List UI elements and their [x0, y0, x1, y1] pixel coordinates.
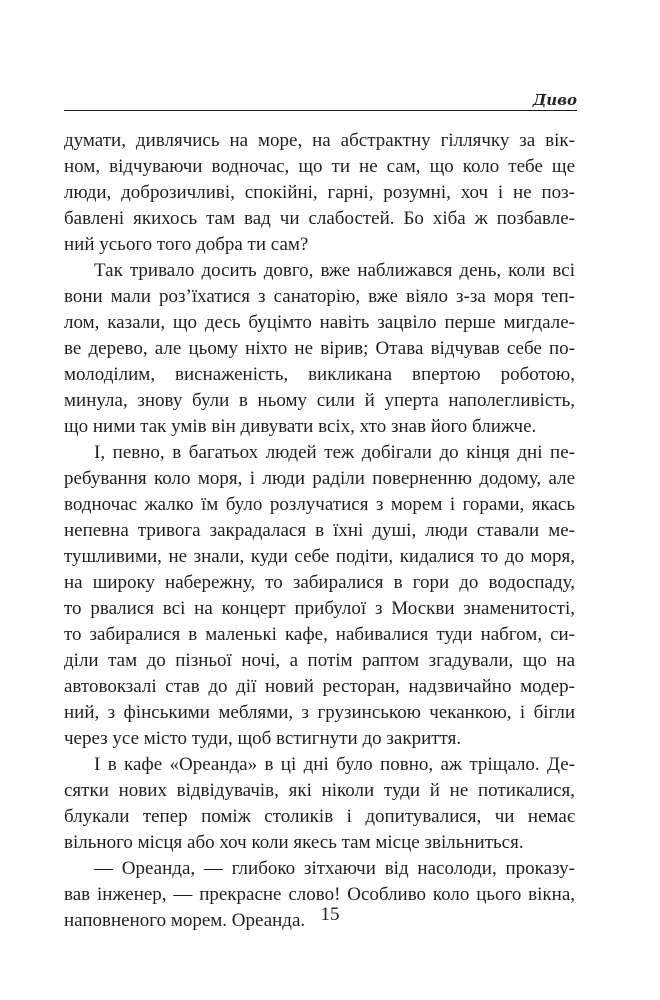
text-line: на широку набережну, то забиралися в гори до водоспаду,: [64, 572, 575, 593]
text-line: думати, дивлячись на море, на абстрактну гіллячку за вік-: [64, 130, 575, 151]
text-line: водночас жалко їм було розлучатися з морем і горами, якась: [64, 494, 575, 515]
text-line: наповненого морем. Ореанда.: [64, 910, 306, 931]
text-line: лом, казали, що десь буцімто навіть зацвіло перше мигдале-: [64, 312, 575, 333]
running-title: Диво: [532, 91, 577, 109]
paragraph-4: [64, 752, 575, 856]
text-line: І, певно, в багатьох людей теж добігали до кінця дні пе-: [94, 442, 575, 463]
text-line: ребування коло моря, і люди раділи поверненню додому, але: [64, 468, 575, 489]
text-line: то рвалися всі на концерт прибулої з Москви знаменитості,: [64, 598, 575, 619]
text-line: вав інженер, — прекрасне слово! Особливо коло цього вікна,: [64, 884, 575, 905]
text-line: непевна тривога закрадалася в їхні душі, люди ставали ме-: [64, 520, 575, 541]
text-line: молоділим, виснаженість, викликана впертою роботою,: [64, 364, 575, 385]
text-line: ве дерево, але цьому ніхто не вірив; Отава відчував себе по-: [64, 338, 575, 359]
text-line: через усе місто туди, щоб встигнути до закриття.: [64, 728, 462, 749]
body-text: [64, 128, 575, 934]
paragraph-1: [64, 128, 575, 258]
text-line: Так тривало досить довго, вже наближався день, коли всі: [94, 260, 575, 281]
text-line: вільного місця або хоч коли якесь там місце звільниться.: [64, 832, 524, 853]
text-line: люди, доброзичливі, спокійні, гарні, розумні, хоч і не поз-: [64, 182, 575, 203]
paragraph-3: [64, 440, 575, 752]
text-line: минула, знову були в ньому сили й уперта наполегливість,: [64, 390, 575, 411]
text-line: ний усього того добра ти сам?: [64, 234, 309, 255]
text-line: — Ореанда, — глибоко зітхаючи від насолоди, проказу-: [94, 858, 575, 879]
page-number: 15: [320, 904, 340, 925]
paragraph-2: [64, 258, 575, 440]
text-line: автовокзалі став до дії новий ресторан, надзвичайно модер-: [64, 676, 575, 697]
text-line: що ними так умів він дивувати всіх, хто знав його ближче.: [64, 416, 537, 437]
running-header: [64, 92, 577, 111]
text-line: вони мали роз’їхатися з санаторію, вже віяло з-за моря теп-: [64, 286, 575, 307]
text-line: тушливими, не знали, куди себе подіти, кидалися то до моря,: [64, 546, 575, 567]
text-line: бавлені якихось там вад чи слабостей. Бо хіба ж позбавле-: [64, 208, 575, 229]
text-line: діли там до пізньої ночі, а потім раптом згадували, що на: [64, 650, 575, 671]
text-line: то забиралися в маленькі кафе, набивалися туди набгом, си-: [64, 624, 575, 645]
text-line: ний, з фінськими меблями, з грузинською чеканкою, і бігли: [64, 702, 575, 723]
text-line: сятки нових відвідувачів, які ніколи туди й не потикалися,: [64, 780, 575, 801]
text-line: блукали тепер поміж столиків і допитувалися, чи немає: [64, 806, 575, 827]
text-line: ном, відчуваючи водночас, що ти не сам, що коло тебе ще: [64, 156, 575, 177]
text-line: І в кафе «Ореанда» в ці дні було повно, аж тріщало. Де-: [94, 754, 575, 775]
